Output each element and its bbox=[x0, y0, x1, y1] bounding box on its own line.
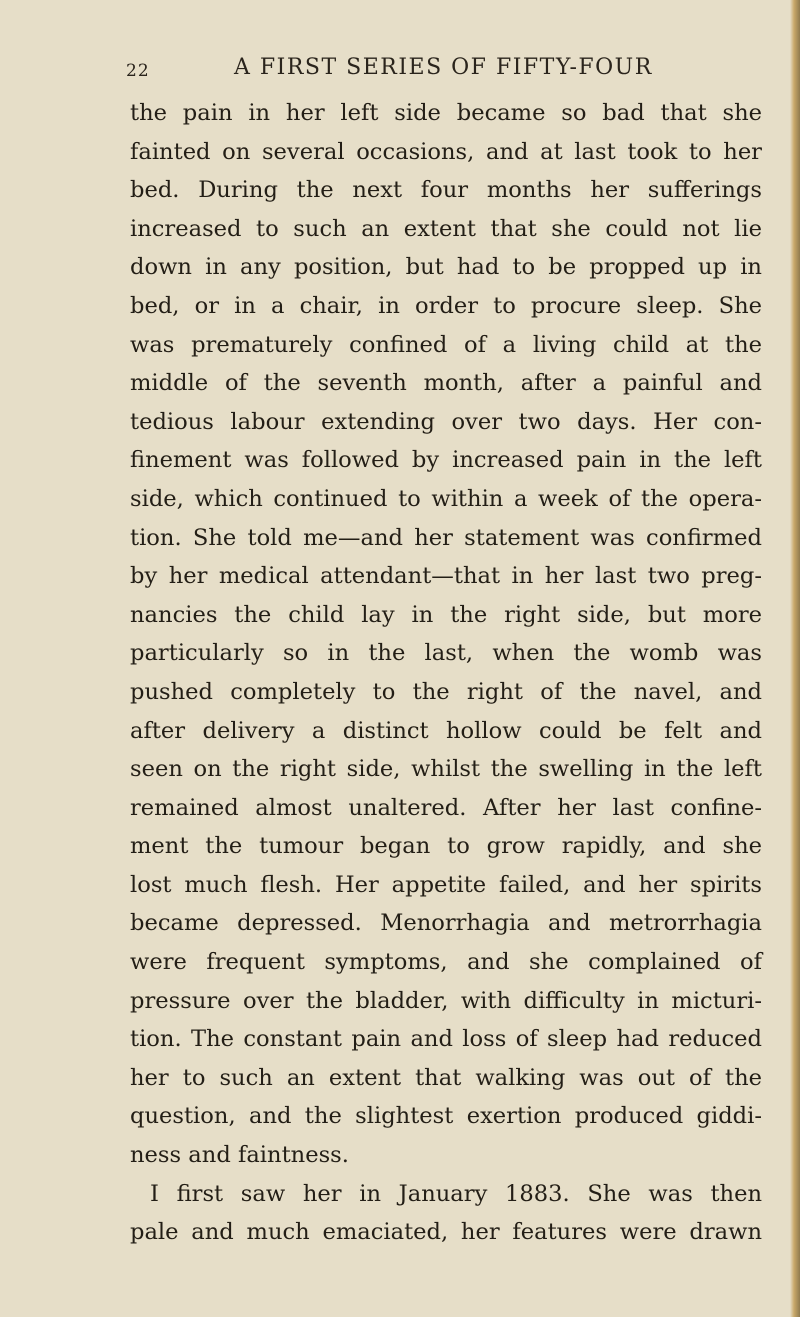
text-line: pale and much emaciated, her features were drawn bbox=[130, 1219, 762, 1246]
page-number: 22 bbox=[126, 61, 150, 81]
running-title: A FIRST SERIES OF FIFTY-FOUR bbox=[234, 55, 653, 80]
text-line: tedious labour extending over two days. Her con- bbox=[130, 408, 762, 435]
text-line: seen on the right side, whilst the swelling in the left bbox=[130, 756, 762, 783]
text-line: ment the tumour began to grow rapidly, and she bbox=[130, 833, 762, 860]
text-line: the pain in her left side became so bad that she bbox=[130, 100, 762, 126]
text-line: question, and the slightest exertion produced giddi- bbox=[130, 1103, 762, 1130]
text-line: I first saw her in January 1883. She was then bbox=[150, 1180, 762, 1207]
text-line: particularly so in the last, when the womb was bbox=[130, 640, 762, 667]
text-line: was prematurely confined of a living child at the bbox=[130, 331, 762, 358]
text-line: down in any position, but had to be propped up in bbox=[130, 254, 762, 281]
text-line: tion. The constant pain and loss of sleep had reduced bbox=[130, 1026, 762, 1053]
text-line: fainted on several occasions, and at last took to her bbox=[130, 138, 762, 165]
text-line: side, which continued to within a week of the opera- bbox=[130, 485, 762, 512]
text-line: ness and faintness. bbox=[130, 1142, 349, 1169]
text-line: pressure over the bladder, with difficulty in micturi- bbox=[130, 987, 762, 1014]
text-line: pushed completely to the right of the navel, and bbox=[130, 678, 762, 705]
text-line: remained almost unaltered. After her last confine- bbox=[130, 794, 762, 821]
text-line: middle of the seventh month, after a painful and bbox=[130, 370, 762, 397]
text-line: her to such an extent that walking was out of the bbox=[130, 1064, 762, 1091]
text-line: bed. During the next four months her sufferings bbox=[130, 177, 762, 204]
text-line: bed, or in a chair, in order to procure sleep. She bbox=[130, 292, 762, 319]
text-line: by her medical attendant—that in her last two preg- bbox=[130, 563, 762, 590]
text-line: lost much flesh. Her appetite failed, and her spirits bbox=[130, 871, 762, 898]
text-line: after delivery a distinct hollow could be felt and bbox=[130, 717, 762, 744]
text-line: became depressed. Menorrhagia and metrorrhagia bbox=[130, 910, 762, 937]
text-line: increased to such an extent that she could not lie bbox=[130, 215, 762, 242]
body-text bbox=[130, 94, 762, 1252]
page-edge-shadow bbox=[790, 0, 800, 1317]
text-line: nancies the child lay in the right side, but more bbox=[130, 601, 762, 628]
text-line: tion. She told me—and her statement was confirmed bbox=[130, 524, 762, 551]
text-line: finement was followed by increased pain in the left bbox=[130, 447, 762, 474]
text-line: were frequent symptoms, and she complained of bbox=[130, 949, 762, 976]
